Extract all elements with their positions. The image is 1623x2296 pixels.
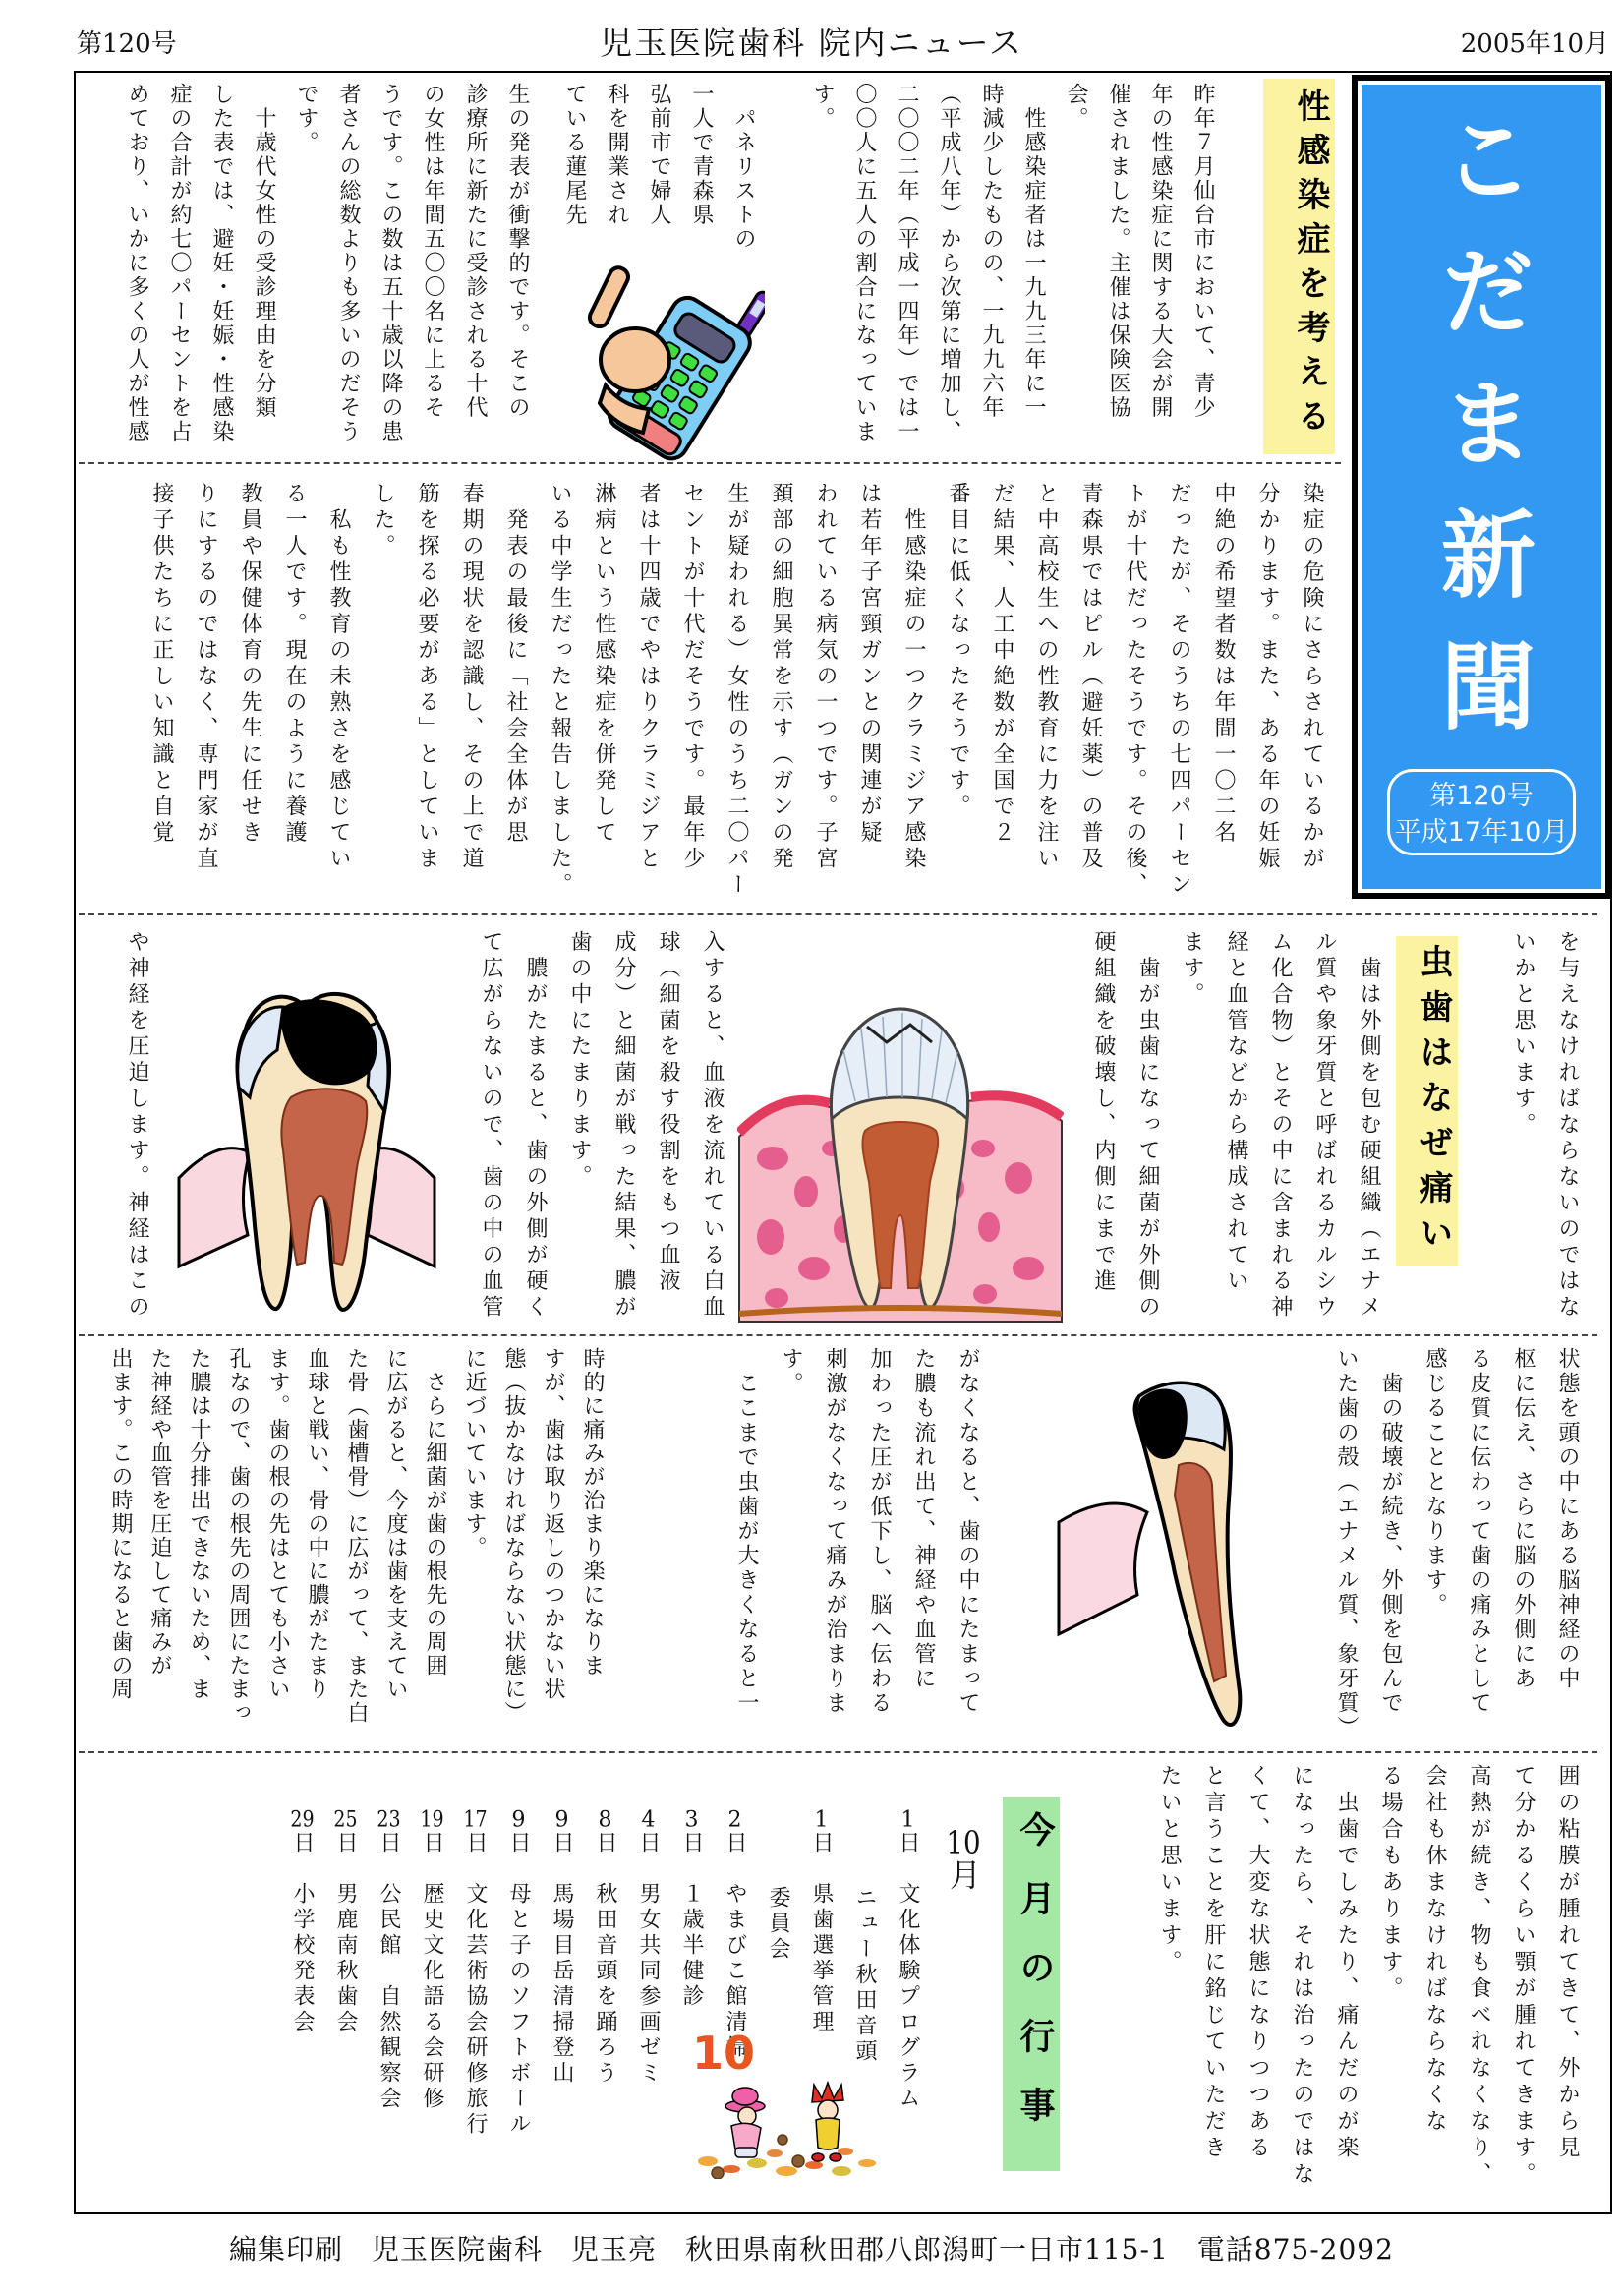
issue-number: 第120号 <box>77 29 177 59</box>
newspaper-name: こだま新聞 <box>1425 110 1537 769</box>
sti-article-text-band1-right: 昨年７月仙台市において、青少 年の性感染症に関する大会が開 催されました。主催は保険医協 会。 性感染症者は一九九三年に一 時減少したものの、一九九六年 （平成八年）から次第に増加し、 二〇〇二年（平成一四年）では一 〇〇人に五人の割合になっていま す。 <box>810 83 1215 444</box>
issue-badge-date: 平成17年10月 <box>1394 817 1569 848</box>
event-item: 3日 １歳半健診 <box>679 1809 704 2010</box>
event-item: ニュー秋田音頭 <box>852 1809 877 2065</box>
decayed-molar-illustration <box>175 968 438 1324</box>
event-item: 9日 馬場目岳清掃登山 <box>550 1809 574 2087</box>
headline-tooth-article: 虫歯はなぜ痛い <box>1396 936 1458 1266</box>
event-item: 1日 県歯選挙管理 <box>809 1809 834 2035</box>
autumn-kids-clipart <box>688 2024 885 2179</box>
issue-badge-number: 第120号 <box>1429 781 1534 811</box>
footer-imprint: 編集印刷 児玉医院歯科 児玉亮 秋田県南秋田郡八郎潟町一日市115-1 電話875-2092 <box>229 2233 1394 2266</box>
event-item: 委員会 <box>766 1809 790 1963</box>
event-item: 4日 男女共同参画ゼミ <box>636 1809 661 2087</box>
event-item: 17日 文化芸術協会研修旅行 <box>463 1809 488 2138</box>
newspaper-masthead <box>1352 75 1611 899</box>
issue-badge <box>1387 769 1576 855</box>
event-item: 29日 小学校発表会 <box>290 1809 315 2035</box>
sti-article-text-closing: を与えなければならないのではな いかと思います。 <box>1511 930 1580 1322</box>
event-item: 2日 やまびこ館清掃 <box>723 1809 747 2061</box>
svg-text:10: 10 <box>692 2027 756 2080</box>
calendar-month <box>934 1827 993 1945</box>
page-title: 児玉医院歯科 院内ニュース <box>600 24 1023 62</box>
tooth-article-text-seg2: 入すると、血液を流れている白血 球（細菌を殺す役割をもつ血液 成分）と細菌が戦った結果、膿が 歯の中にたまります。 膿がたまると、歯の外側が硬く て広がらないので、歯の中の血管 <box>479 930 725 1322</box>
sti-article-text-band1-left: 生の発表が衝撃的です。そこの 診療所に新たに受診される十代 の女性は年間五〇〇名に上るそ うです。この数は五十歳以降の患 者さんの総数よりも多いのだそう です。 十歳代女性の受診理由を分類 した表では、避妊・妊娠・性感染 症の合計が約七〇パーセントを占 めており、いかに多くの人が性感 <box>125 83 530 444</box>
separator-3 <box>79 1334 1597 1336</box>
tooth-cross-section-illustration <box>737 981 1064 1324</box>
event-item: 8日 秋田音頭を踊ろう <box>593 1809 617 2087</box>
calendar-month-number: 10 <box>946 1827 981 1858</box>
event-item: 19日 歴史文化語る会研修 <box>420 1809 444 2112</box>
phone-clipart <box>584 260 765 468</box>
tooth-article-text-seg7: 囲の粘膜が腫れてきて、外から見 て分かるくらい顎が腫れてきます。 高熱が続き、物も食べれなくなり、 会社も休まなければならなくな る場合もあります。 虫歯でしみたり、痛んだのが楽 になったら、それは治ったのではな くて、大変な状態になりつつある と言うことを肝に銘じていただき たいと思います。 <box>1157 1764 1580 2189</box>
tooth-article-text-seg1: 歯は外側を包む硬組織（エナメ ル質や象牙質と呼ばれるカルシウ ム化合物）とその中に含まれる神 経と血管などから構成されてい ます。 歯が虫歯になって細菌が外側の 硬組織を破壊し、内側にまで進 <box>1091 930 1381 1322</box>
separator-4 <box>79 1751 1597 1753</box>
event-item: 9日 母と子のソフトボール <box>506 1809 531 2138</box>
event-item: 25日 男鹿南秋歯会 <box>333 1809 358 2035</box>
separator-1 <box>79 462 1341 464</box>
event-item: 23日 公民館 自然観察会 <box>377 1809 401 2112</box>
tooth-article-text-seg6: 時的に痛みが治まり楽になりま すが、歯は取り返しのつかない状 態（抜かなければならない状態に） に近づいています。 さらに細菌が歯の根先の周囲 に広がると、今度は歯を支えてい た骨（歯槽骨）に広がって、また白 血球と戦い、骨の中に膿がたまり ます。歯の根の先はとても小さい 孔なので、歯の根先の周囲にたまっ た膿は十分排出できないため、ま た神経や血管を圧迫して痛みが 出ます。この時期になると歯の周 <box>108 1347 605 1725</box>
tooth-article-text-seg4: 状態を頭の中にある脳神経の中 枢に伝え、さらに脳の外側にあ る皮質に伝わって歯の痛みとして 感じることとなります。 歯の破壊が続き、外側を包んで いた歯の殻（エナメル質、象牙質） <box>1334 1347 1580 1740</box>
headline-events: 今月の行事 <box>1003 1797 1060 2171</box>
sti-article-text-band1-mid: パネリストの 一人で青森県 弘前市で婦人 科を開業され ている蓮尾先 <box>562 83 756 252</box>
page-date: 2005年10月 <box>1460 29 1609 59</box>
event-item: 1日 文化体験プログラム <box>896 1809 920 2112</box>
tooth-article-text-seg3: や神経を圧迫します。神経はこの <box>125 930 149 1322</box>
tooth-article-text-seg5: がなくなると、歯の中にたまって た膿も流れ出て、神経や血管に 加わった圧が低下し、脳へ伝わる 刺激がなくなって痛みが治まりま す。 ここまで虫歯が大きくなると一 <box>734 1347 980 1716</box>
calendar-month-suffix: 月 <box>945 1858 982 1890</box>
decayed-tooth-illustration <box>1057 1375 1298 1740</box>
headline-sti-article: 性感染症を考える <box>1263 79 1335 454</box>
separator-2 <box>79 913 1597 915</box>
sti-article-text-band2: 染症の危険にさらされているかが 分かります。また、ある年の妊娠 中絶の希望者数は年間一〇二名 だったが、そのうちの七四パーセン トが十代だったそうです。その後、 青森県ではピル（避妊薬）の普及 と中高校生への性教育に力を注い だ結果、人工中絶数が全国で２ 番目に低くなったそうです。 性感染症の一つクラミジア感染 は若年子宮頸ガンとの関連が疑 われている病気の一つです。子宮 頚部の細胞異常を示す（ガンの発 生が疑われる）女性のうち二〇パー セントが十代だそうです。最年少 者は十四歳でやはりクラミジアと 淋病という性感染症を併発して いる中学生だったと報告しました。 発表の最後に「社会全体が思 春期の現状を認識し、その上で道 筋を探る必要がある」としていま した。 私も性教育の未熟さを感じてい る一人です。現在のように養護 教員や保健体育の先生に任せき りにするのではなく、専門家が直 接子供たちに正しい知識と自覚 <box>149 482 1324 899</box>
